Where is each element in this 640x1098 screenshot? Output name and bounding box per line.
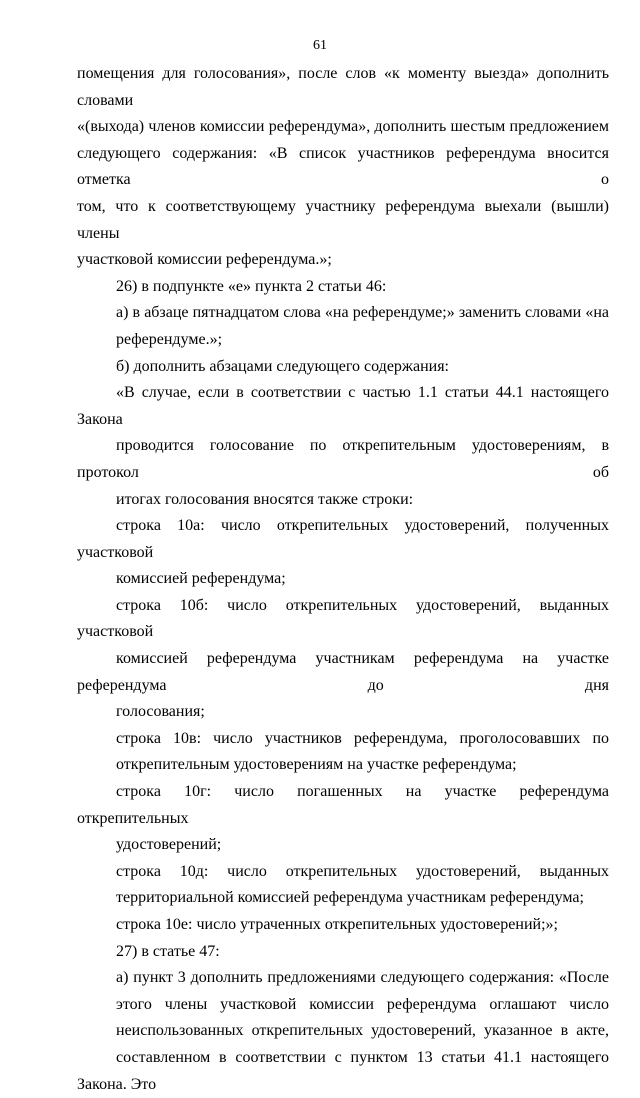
paragraph bbox=[77, 726, 609, 779]
text-line: составленном в соответствии с пунктом 13 статьи 41.1 настоящего Закона. Это bbox=[77, 1048, 609, 1093]
text-line: строка 10в: число участников референдума, проголосовавших по bbox=[116, 729, 609, 747]
text-line: «В случае, если в соответствии с частью 1.1 статьи 44.1 настоящего Закона bbox=[77, 384, 609, 428]
text-line: открепительным удостоверениям на участке референдума; bbox=[116, 756, 517, 774]
paragraph bbox=[77, 300, 609, 353]
text-line: строка 10д: число открепительных удостоверений, выданных bbox=[116, 862, 609, 880]
text-line: 27) в статье 47: bbox=[116, 942, 220, 960]
text-line: строка 10е: число утраченных открепительных удостоверений;»; bbox=[116, 916, 558, 933]
text-line: 26) в подпункте «е» пункта 2 статьи 46: bbox=[116, 277, 387, 295]
paragraph bbox=[77, 912, 609, 939]
paragraph bbox=[77, 859, 609, 912]
paragraph bbox=[77, 513, 609, 593]
text-line: помещения для голосования», после слов «к моменту выезда» дополнить словами bbox=[77, 65, 609, 109]
text-line: участковой комиссии референдума.»; bbox=[77, 251, 332, 269]
page-number: 61 bbox=[313, 38, 327, 53]
text-line: удостоверений; bbox=[116, 836, 222, 854]
paragraph bbox=[77, 354, 609, 381]
text-line: проводится голосование по открепительным удостоверениям, в протокол об bbox=[77, 437, 609, 481]
paragraph bbox=[77, 939, 609, 966]
text-line: территориальной комиссией референдума участникам референдума; bbox=[116, 889, 584, 907]
text-line: референдуме.»; bbox=[116, 330, 223, 348]
paragraph bbox=[77, 779, 609, 859]
text-line: этого члены участковой комиссии референдума оглашают число bbox=[116, 995, 609, 1013]
text-line: следующего содержания: «В список участников референдума вносится отметка о bbox=[77, 144, 609, 189]
text-line: комиссией референдума; bbox=[116, 570, 286, 588]
paragraph bbox=[77, 61, 609, 274]
paragraph bbox=[77, 593, 609, 726]
text-line: итогах голосования вносятся также строки: bbox=[116, 490, 414, 508]
text-line: строка 10б: число открепительных удостоверений, выданных участковой bbox=[77, 596, 609, 641]
paragraph bbox=[77, 380, 609, 513]
text-line: неиспользованных открепительных удостоверений, указанное в акте, bbox=[116, 1022, 609, 1040]
text-line: б) дополнить абзацами следующего содержания: bbox=[116, 357, 449, 375]
text-line: строка 10г: число погашенных на участке референдума открепительных bbox=[77, 783, 609, 827]
document-body bbox=[77, 61, 609, 1098]
paragraph bbox=[77, 965, 609, 1098]
paragraph bbox=[77, 274, 609, 301]
text-line: а) пункт 3 дополнить предложениями следующего содержания: «После bbox=[116, 969, 609, 987]
text-line: строка 10а: число открепительных удостоверений, полученных участковой bbox=[77, 517, 609, 561]
text-line: том, что к соответствующему участнику референдума выехали (вышли) члены bbox=[77, 197, 609, 242]
text-line: а) в абзаце пятнадцатом слова «на референдуме;» заменить словами «на bbox=[116, 304, 609, 322]
text-line: голосования; bbox=[116, 703, 205, 721]
text-line: комиссией референдума участникам референдума на участке референдума до дня bbox=[77, 650, 609, 694]
text-line: «(выхода) членов комиссии референдума», дополнить шестым предложением bbox=[77, 118, 609, 136]
